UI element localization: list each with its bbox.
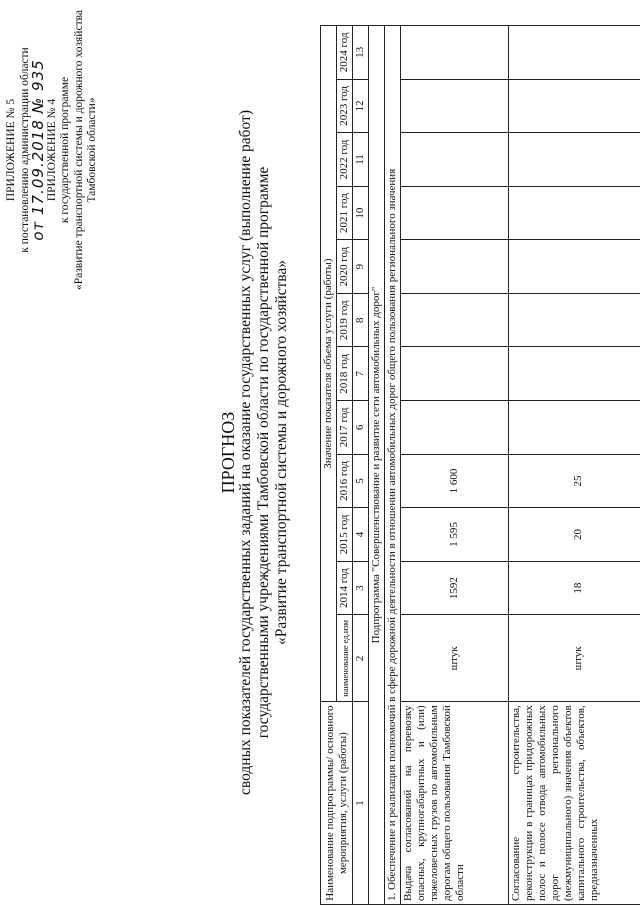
column-number: 2 (353, 615, 369, 702)
value-cell (509, 293, 640, 347)
subtitle-line-2: государственными учреждениями Тамбовской области по государственной программе (255, 166, 272, 739)
year-header: 2021 год (337, 186, 353, 240)
year-header: 2016 год (337, 454, 353, 508)
program-name: «Развитие транспортной системы и дорожного хозяйства (72, 10, 85, 290)
value-cell: 20 (509, 508, 640, 562)
value-cell (401, 26, 509, 80)
forecast-table (320, 25, 640, 905)
value-cell (401, 186, 509, 240)
value-cell: 18 (509, 561, 640, 615)
value-cell: 25 (509, 454, 640, 508)
column-number: 6 (353, 401, 369, 455)
appendix-number-old: ПРИЛОЖЕНИЕ № 4 (45, 98, 58, 202)
column-number: 5 (353, 454, 369, 508)
value-cell: 1 600 (401, 454, 509, 508)
year-header: 2023 год (337, 79, 353, 133)
value-cell (509, 347, 640, 401)
service-name: Согласование строительства, реконструкции в границах придорожных полос и полосе отвода автомобильных дорог регионального (межмуниципального) значения объектов капитального строительства, объектов, предназначенных (509, 702, 640, 905)
col-unit-header: наименование ед.изм (337, 615, 353, 702)
year-header: 2020 год (337, 240, 353, 294)
column-number: 10 (353, 186, 369, 240)
value-cell (401, 347, 509, 401)
year-header: 2015 год (337, 508, 353, 562)
value-cell (401, 240, 509, 294)
value-cell (401, 79, 509, 133)
value-cell (401, 401, 509, 455)
appendix-header (5, 0, 100, 300)
program-reference: к государственной программе (59, 76, 71, 224)
column-numbers-row (353, 26, 369, 905)
column-number: 9 (353, 240, 369, 294)
subprogram-row (369, 26, 385, 905)
section-title: 1. Обеспечение и реализация полномочий в сфере дорожной деятельности в отношении автомобильных дорог общего пользования регионального значения (385, 26, 401, 905)
value-cell (509, 240, 640, 294)
column-number: 8 (353, 293, 369, 347)
subprogram-title: Подпрограмма "Совершенствование и развитие сети автомобильных дорог" (369, 26, 385, 905)
value-cell (401, 133, 509, 187)
col-name-header: Наименование подпрограммы/ основного мероприятия, услуги (работы) (321, 702, 353, 905)
subtitle-line-3: «Развитие транспортной системы и дорожного хозяйства» (273, 259, 290, 646)
program-region: Тамбовской области» (86, 97, 98, 203)
value-cell (509, 133, 640, 187)
value-cell (401, 293, 509, 347)
value-cell (509, 26, 640, 80)
year-header: 2017 год (337, 401, 353, 455)
column-number: 12 (353, 79, 369, 133)
unit-cell: штук (509, 615, 640, 702)
subtitle-line-1: сводных показателей государственных заданий на оказание государственных услуг (выполнение работ) (237, 110, 254, 795)
column-number: 7 (353, 347, 369, 401)
column-number: 1 (353, 702, 369, 905)
column-number: 13 (353, 26, 369, 80)
service-name: Выдача согласований на перевозку опасных, крупногабаритных и (или) тяжеловесных грузов по автомобильным дорогам общего пользования Тамбовской области (401, 702, 509, 905)
column-number: 4 (353, 508, 369, 562)
col-group-header: Значение показателя объема услуги (работы) (321, 26, 337, 702)
section-row (385, 26, 401, 905)
year-header: 2024 год (337, 26, 353, 80)
appendix-number: ПРИЛОЖЕНИЕ № 5 (5, 98, 17, 202)
value-cell: 1 595 (401, 508, 509, 562)
value-cell (509, 186, 640, 240)
handwritten-date-number: от 17.09.2018 № 935 (29, 59, 47, 241)
year-header: 2022 год (337, 133, 353, 187)
column-number: 3 (353, 561, 369, 615)
value-cell: 1592 (401, 561, 509, 615)
year-header: 2019 год (337, 293, 353, 347)
document-subtitle (237, 0, 291, 905)
table-row (509, 26, 640, 905)
document-title: ПРОГНОЗ (218, 411, 238, 494)
unit-cell: штук (401, 615, 509, 702)
column-number: 11 (353, 133, 369, 187)
year-header: 2018 год (337, 347, 353, 401)
year-header: 2014 год (337, 561, 353, 615)
header-row-1 (321, 26, 337, 905)
value-cell (509, 401, 640, 455)
decree-reference: к постановлению администрации области (18, 47, 31, 253)
table-row (401, 26, 509, 905)
value-cell (509, 79, 640, 133)
